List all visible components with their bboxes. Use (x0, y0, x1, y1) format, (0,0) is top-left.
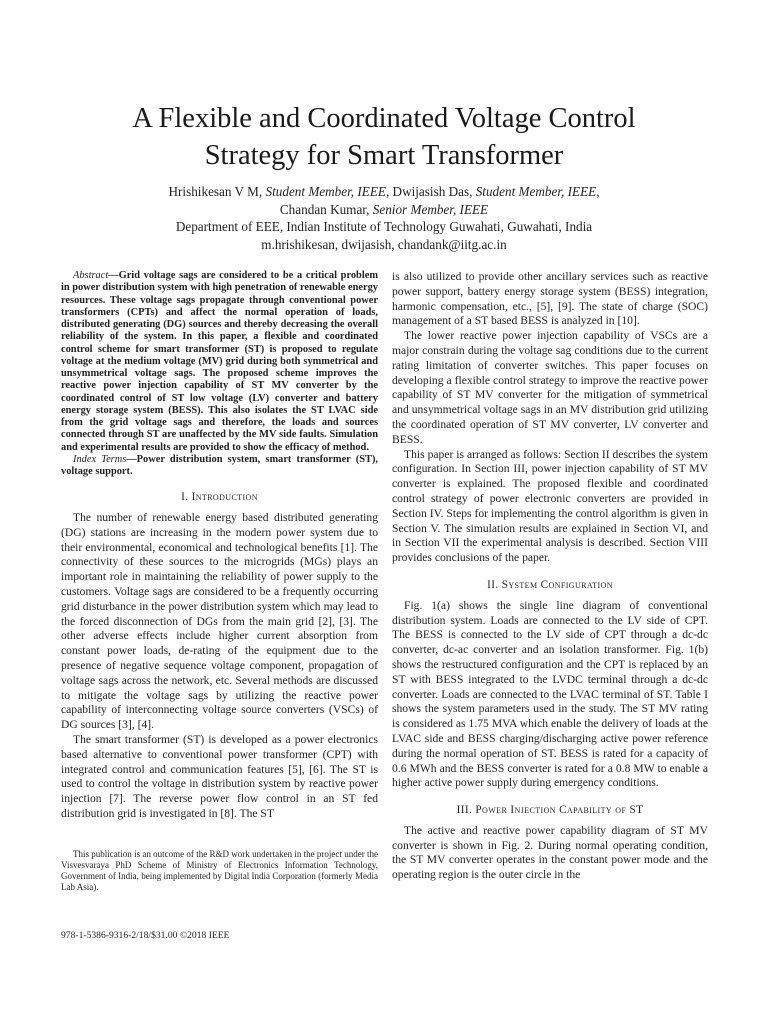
intro-paragraph-1: The number of renewable energy based distributed generating (DG) stations are increasing in the modern power system due to their environmental, economical and technological benefits [1]. The connectivity of these sources to the microgrids (MGs) plays an important role in maintaining the reliability of power supply to the customers. Voltage sags are considered to be a frequently occurring grid disturbance in the power distribution system which may lead to the forced disconnection of DGs from the main grid [2], [3]. The other adverse effects include higher current absorption from constant power loads, de-rating of the equipment due to the presence of negative sequence voltage component, propagation of voltage sags across the network, etc. Several methods are discussed to mitigate the voltage sags by utilizing the reactive power capability of interconnecting voltage source converters (VSCs) of DG sources [3], [4]. (61, 511, 378, 732)
abstract (61, 270, 378, 454)
section-title: Introduction (191, 491, 258, 504)
section-title: Power Injection Capability of ST (475, 804, 644, 817)
authors-line1 (60, 183, 708, 201)
paper-title-line2: Strategy for Smart Transformer (204, 140, 564, 171)
footnote-text: This publication is an outcome of the R&D work undertaken in the project under the Visvesvaraya PhD Scheme of Ministry of Electronics Information Technology, Government of India, being implemented by Digital India Corporation (formerly Media Lab Asia). (61, 849, 378, 892)
index-terms (61, 454, 378, 479)
section-heading-power-injection (392, 803, 708, 818)
system-config-paragraph: Fig. 1(a) shows the single line diagram of conventional distribution system. Loads are connected to the LV side of CPT. The BESS is connected to the LV side of CPT through a dc-dc converter, dc-ac converter and an isolation transformer. Fig. 1(b) shows the restructured configuration and the CPT is replaced by an ST with BESS integrated to the LVDC terminal through a dc-dc converter. Loads are connected to the LVAC terminal of ST. Table I shows the system parameters used in the study. The ST MV rating is considered as 1.75 MVA which enable the delivery of loads at the LVAC side and BESS charging/discharging active power reference during the normal operation of ST. BESS is rated for a capacity of 0.6 MWh and the BESS converter is rated for a 0.8 MW to enable a higher active power supply during emergency conditions. (392, 598, 708, 790)
author-role: Student Member, IEEE (265, 184, 386, 199)
section-heading-introduction (61, 490, 378, 505)
intro-paragraph-3: is also utilized to provide other ancillary services such as reactive power support, battery energy storage system (BESS) integration, harmonic compensation, etc., [5], [9]. The state of charge (SOC) management of a ST based BESS is analyzed in [10]. (392, 270, 708, 328)
author-role: Senior Member, IEEE (372, 201, 489, 217)
intro-paragraph-5: This paper is arranged as follows: Section II describes the system configuration. In Section III, power injection capability of ST MV converter is explained. The proposed flexible and coordinated control strategy of power electronic converters are provided in Section IV. Steps for implementing the control algorithm is given in Section V. The simulation results are explained in Section VI, and in Section VII the experimental analysis is described. Section VIII provides conclusions of the paper. (392, 447, 708, 565)
author-name: Chandan Kumar, (279, 201, 373, 217)
author-role: Student Member, IEEE (475, 184, 597, 199)
author-separator: , (596, 184, 600, 199)
author-name: Hrishikesan V M, (168, 184, 266, 199)
section-number: II. (487, 578, 502, 591)
section-title: System Configuration (501, 578, 613, 591)
author-block (60, 183, 708, 253)
abstract-lead: Abstract (73, 270, 109, 281)
section-number: I. (181, 491, 192, 504)
section-heading-system-configuration (392, 578, 708, 593)
intro-paragraph-4: The lower reactive power injection capability of VSCs are a major constrain during the voltage sag conditions due to the current rating limitation of converter switches. This paper focuses on developing a flexible control strategy to improve the reactive power capability of ST MV converter for the mitigation of symmetrical and unsymmetrical voltage sags in an MV distribution grid utilizing the coordinated operation of ST MV converter, LV converter and BESS. (392, 329, 708, 446)
paper-title (40, 100, 728, 174)
authors-line2 (60, 201, 708, 219)
author-emails: m.hrishikesan, dwijasish, chandank@iitg.ac.in (261, 236, 507, 252)
index-terms-lead: Index Terms (73, 453, 127, 465)
footnote (61, 849, 378, 893)
copyright-code: 978-1-5386-9316-2/18/$31.00 ©2018 IEEE (61, 930, 230, 941)
index-terms-text: —Power distribution system, smart transformer (ST), voltage support. (61, 453, 379, 477)
section-number: III. (456, 804, 476, 817)
abstract-text: —Grid voltage sags are considered to be a critical problem in power distribution system with high penetration of renewable energy resources. These voltage sags propagate through conventional power transformers (CPTs) and affect the normal operation of loads, distributed generating (DG) sources and thereby decreasing the overall reliability of the system. In this paper, a flexible and coordinated control scheme for smart transformer (ST) is proposed to regulate voltage at the medium voltage (MV) grid during both symmetrical and unsymmetrical voltage sags. The proposed scheme improves the reactive power injection capability of ST MV converter by the coordinated control of ST low voltage (LV) converter and battery energy storage system (BESS). This also isolates the ST LVAC side from the grid voltage sags and therefore, the loads and sources connected through ST are unaffected by the MV side faults. Simulation and experimental results are provided to show the efficacy of method. (61, 270, 378, 453)
paper-title-line1: A Flexible and Coordinated Voltage Control (132, 103, 636, 134)
affiliation: Department of EEE, Indian Institute of Technology Guwahati, Guwahati, India (175, 219, 593, 235)
author-name: , Dwijasish Das, (385, 184, 476, 199)
intro-paragraph-2: The smart transformer (ST) is developed as a power electronics based alternative to conventional power transformer (CPT) with integrated control and communication features [5], [6]. The ST is used to control the voltage in distribution system by reactive power injection [7]. The reverse power flow control in an ST fed distribution grid is investigated in [8]. The ST (61, 733, 378, 820)
right-column (392, 270, 708, 883)
left-column (61, 270, 378, 822)
power-injection-paragraph: The active and reactive power capability diagram of ST MV converter is shown in Fig. 2. During normal operating condition, the ST MV converter operates in the constant power mode and the operating region is the outer circle in the (392, 823, 708, 882)
